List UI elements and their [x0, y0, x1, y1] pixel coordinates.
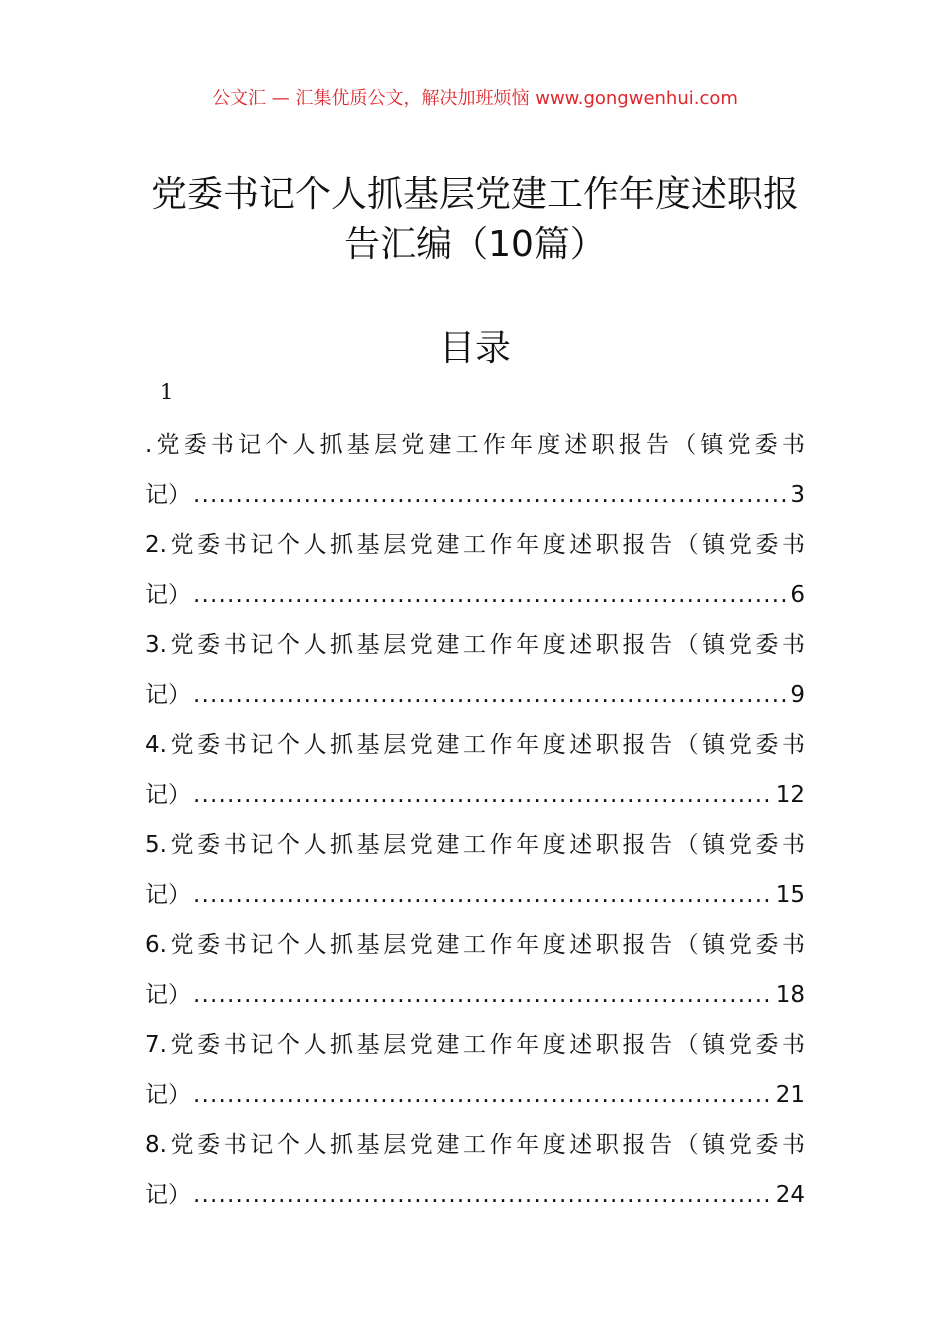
toc-entry-title: 7.党委书记个人抓基层党建工作年度述职报告（镇党委书 — [145, 1032, 805, 1058]
toc-entry-title: 8.党委书记个人抓基层党建工作年度述职报告（镇党委书 — [145, 1132, 805, 1158]
title-line-2: 告汇编（10篇） — [344, 224, 606, 265]
toc-entry[interactable] — [145, 524, 805, 624]
toc-entry-line2 — [145, 974, 805, 1024]
toc-entry-title-end: 记） — [145, 1182, 191, 1208]
dot-leader — [193, 574, 788, 624]
toc-entry-line2 — [145, 774, 805, 824]
toc-entry-title: 6.党委书记个人抓基层党建工作年度述职报告（镇党委书 — [145, 932, 805, 958]
toc-entry[interactable] — [145, 924, 805, 1024]
toc-first-number: 1 — [160, 380, 174, 404]
toc-entry[interactable] — [145, 624, 805, 724]
document-title — [0, 170, 950, 270]
toc-entry-line2 — [145, 1074, 805, 1124]
toc-entry-title: 2.党委书记个人抓基层党建工作年度述职报告（镇党委书 — [145, 532, 805, 558]
toc-entry-page: 9 — [790, 682, 805, 708]
title-line-1: 党委书记个人抓基层党建工作年度述职报 — [150, 174, 799, 215]
toc-entry-line2 — [145, 474, 805, 524]
toc-entry-page: 12 — [775, 782, 805, 808]
dot-leader — [193, 674, 788, 724]
toc-entry-title-end: 记） — [145, 1082, 191, 1108]
table-of-contents — [145, 424, 805, 1224]
dot-leader — [193, 1174, 774, 1224]
dot-leader — [193, 774, 774, 824]
toc-entry-page: 18 — [775, 982, 805, 1008]
watermark-header: 公文汇 — 汇集优质公文，解决加班烦恼 www.gongwenhui.com — [212, 88, 738, 109]
toc-entry-title: .党委书记个人抓基层党建工作年度述职报告（镇党委书 — [145, 432, 805, 458]
toc-entry-title-end: 记） — [145, 482, 191, 508]
toc-entry-line2 — [145, 574, 805, 624]
dot-leader — [193, 474, 788, 524]
toc-entry-page: 24 — [775, 1182, 805, 1208]
toc-entry-line2 — [145, 1174, 805, 1224]
toc-entry[interactable] — [145, 1024, 805, 1124]
toc-entry-title-end: 记） — [145, 982, 191, 1008]
toc-entry-page: 3 — [790, 482, 805, 508]
toc-entry-title-end: 记） — [145, 782, 191, 808]
toc-entry-title-end: 记） — [145, 582, 191, 608]
toc-entry-line2 — [145, 874, 805, 924]
toc-entry-line2 — [145, 674, 805, 724]
toc-entry-page: 6 — [790, 582, 805, 608]
toc-entry-title-end: 记） — [145, 682, 191, 708]
toc-entry-page: 15 — [775, 882, 805, 908]
toc-entry[interactable] — [145, 724, 805, 824]
toc-entry-title: 3.党委书记个人抓基层党建工作年度述职报告（镇党委书 — [145, 632, 805, 658]
toc-entry[interactable] — [145, 824, 805, 924]
toc-entry-title: 5.党委书记个人抓基层党建工作年度述职报告（镇党委书 — [145, 832, 805, 858]
toc-entry[interactable] — [145, 1124, 805, 1224]
toc-heading: 目录 — [438, 328, 511, 369]
toc-entry-title-end: 记） — [145, 882, 191, 908]
dot-leader — [193, 874, 774, 924]
dot-leader — [193, 1074, 774, 1124]
dot-leader — [193, 974, 774, 1024]
toc-entry-page: 21 — [775, 1082, 805, 1108]
toc-entry-title: 4.党委书记个人抓基层党建工作年度述职报告（镇党委书 — [145, 732, 805, 758]
toc-entry[interactable] — [145, 424, 805, 524]
